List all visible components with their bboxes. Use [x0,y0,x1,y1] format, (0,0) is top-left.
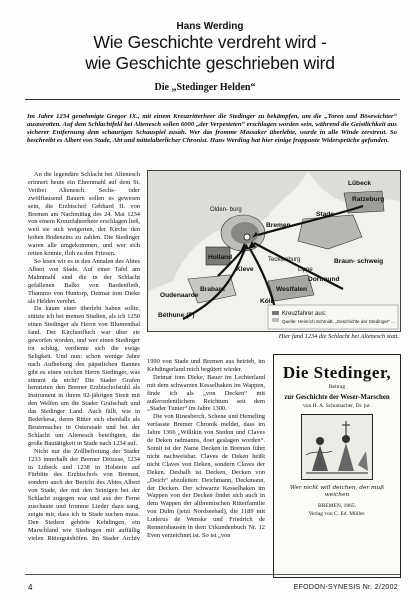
map-label-brabant: Brabant [200,286,225,293]
paragraph: Nicht nur die Zollbefreiung der Stader 1233 innerhalb der Bremer Diözese, 1234 in Lübeck und 1238 in Holstein auf Fürbitte des Erzbischofs von Bremen, sondern auch der Bericht des Abtes Albert von Stade, der mit den Seinigen bei der Schlacht zugegen war und aus der Ferne zuschaute und fromme Lieder dazu sang, zeigte mir, dass ich in Stade suchen muss. Den Stedern gehörte Kehdingen, ein Marschland wie Stedingen mit auffällig vielen Rittergutshöfen. Im Stader Archiv [28,447,140,542]
book-motto: Wer nicht will deichen, der muß weichen [289,485,385,499]
book-title-page [273,354,401,578]
paragraph: An die legendäre Schlacht bei Altenesch erinnert heute ein Ehrenmahl auf dem St. Veitbei Altenesch. Sechs- oder zwölftausend Bauern sollen es gewesen sein, die Erzbischof Gebhard II. von Bremen am Nachmittag des 24. Mai 1234 von einem Kreuzfahrerheer erschlagen ließ, weil sie sich weigerten, der Kirche den hohen Bodenzins zu zahlen. Die Stedinger waren alle umgekommen, und wer sich retten konnte, floh zu den Friesen. [28,171,140,258]
book-line-3: von H. A. Schumacher, Dr. jur. [303,402,371,409]
map-label-braunschweig: Braun- schweig [334,258,384,265]
book-foot-1: BREMEN, 1865. [317,503,357,510]
map-label-ratzeburg: Ratzeburg [352,196,385,203]
subtitle: Die „Stedinger Helden“ [154,82,256,93]
woodcut-illustration [301,414,373,480]
paragraph: Die von Rinesberch, Schene und Hemeling verfasste Bremer Chronik meldet, dass im Jahre 1366 „Willikin von Stedon und Claves de Deken radmanns, doet geslagen worden“. Somit ist der Name Decken in Bremen führt nicht nachweisbar. Claves de Deken heißt nicht Claves von Deken, sondern Claves der Deken. Deshalb ist Decken, Decken von „Deich“ abzuleiten: Deichmann, Deckmann, der Decken. Der schwarze Kesselhaken im Wappen von der Decken findet sich auch in dem Wappen der altbremischen Ritterfamilie von Dulm (jetzt Nordseebad), die 1189 mit Luderus de Wenske und Friedrich de Rennershausen in dem Urkundenbuch Nr. 12 Even verzeichnet ist. So ist „von [147,413,265,539]
page-number: 4 [28,583,33,592]
woodcut-drawing [302,415,372,479]
lead-paragraph: Im Jahre 1234 genehmigte Gregor IX., mit einem Kreuzritterheer die Stedinger zu bekämpfen, um die „Toren und Bösewichter“ auszurotten. Auf dem Schlachtfeld bei Altenesch sollen 6000 „der Verpesteten“ erschlagen worden sein, während die Geistlichkeit aus sicherer Entfernung dem schaurigen Schauspiel zusah. Wer das fromme Massaker überlebte, wurde in alle Winde zerstreut. So beschreibt es Albert von Stade, Abt und mittelalterlicher Chronist. Hans Werding hat hier einige frappante Widersprüche gefunden. [27,113,397,144]
book-title: Die Stedinger, [282,363,392,382]
footer-rule [25,574,400,575]
headline-line-1: Wie Geschichte verdreht wird - [93,32,327,52]
map-legend-right: Quelle: Heinrich Schmidt, „Geschichte der Stedinger“ ... [282,319,396,324]
map-label-dortmund: Dortmund [308,276,340,283]
map-label-oudenaarde: Oudenaarde [160,292,199,299]
subtitle-rule [25,99,400,100]
article-column-1 [28,171,140,543]
book-foot-2: Verlag von C. Ed. Müller. [308,510,366,517]
map-label-westfalen: Westfalen [276,286,308,293]
map-label-bethune: Béthune (F) [158,312,195,319]
headline-line-2: wie Geschichte geschrieben wird [85,53,335,73]
paragraph: Da kaum einer überlebt haben sollte, stützte ich bei meinen Studien, als ich 1250 einen Stedinger als Herrn von Blumenthal fand. Der Kirchenfluch war über sie geworfen worden, und wer einen Stedinger tot schlug, verdiente sich die ewige Seligkeit. Und nun: schon wenige Jahre nach Aufhebung des päpstlichen Bannes gibt es einen reichen Herrn Stedinger, was stimmt da nicht? Die Stader Grafen benutzten den Bremer Erzbischofstuhl als Instrument in ihrem 92-jährigen Streit mit den Welfen um die Stader Grafschaft und das Stedinger Land. Auch fällt, wie in Bederkesa, deren Ritter sich ebenfalls als Beutemacher in Osterstade und bei der Schlacht um Altenesch beteiligten, die große Bautätigkeit in Stade nach 1234 auf. [28,305,140,447]
map-label-tecklenburg: Tecklenburg [268,257,301,263]
author-name: Hans Werding [176,21,244,32]
book-line-2: zur Geschichte der Weser-Marschen [284,393,390,401]
map-label-stade: Stade [316,211,334,218]
paragraph: So lesen wir es in den Annalen des Abtes Albert von Stade. Auf einer Tafel am Mahnmahl sind die in der Schlacht gefallenen Balko von Bardenfleth, Thammo von Huntorp, Detmar tom Dieke als Helden verehrt. [28,257,140,305]
map-label-lippe: Lippe [298,267,313,273]
paragraph: Detmar tom Dieke, Bauer im Lechterland mit dem schwarzen Kesselhaken im Wappen, finde ich als „von Decken“ mit außerordentlichem Reichtum seit dem „Stader Tunier“ im Jahre 1300. [147,373,265,413]
map-drawing [148,171,400,331]
map-legend-left: Kreuzfahrer aus: [282,311,327,317]
map-label-holland: Holland [208,254,233,261]
map-label-oldenburg: Olden- burg [210,207,242,213]
map-label-bremen: Bremen [266,222,291,229]
map-caption: Hier fand 1234 die Schlacht bei Altenesch statt. [278,333,399,340]
book-line-1: Beitrag [328,384,346,390]
historical-map [147,170,401,332]
journal-name: EFODON-SYNESIS Nr. 2/2002 [293,584,398,591]
map-label-koeln: Köln [260,298,275,305]
paragraph: 1990 von Stade und Bremen aus betrieb, im Kehdingerland reich begütert wieder. [147,358,265,373]
map-label-kleve: Kleve [236,266,254,273]
article-column-2 [147,358,265,553]
map-label-luebeck: Lübeck [348,180,372,187]
